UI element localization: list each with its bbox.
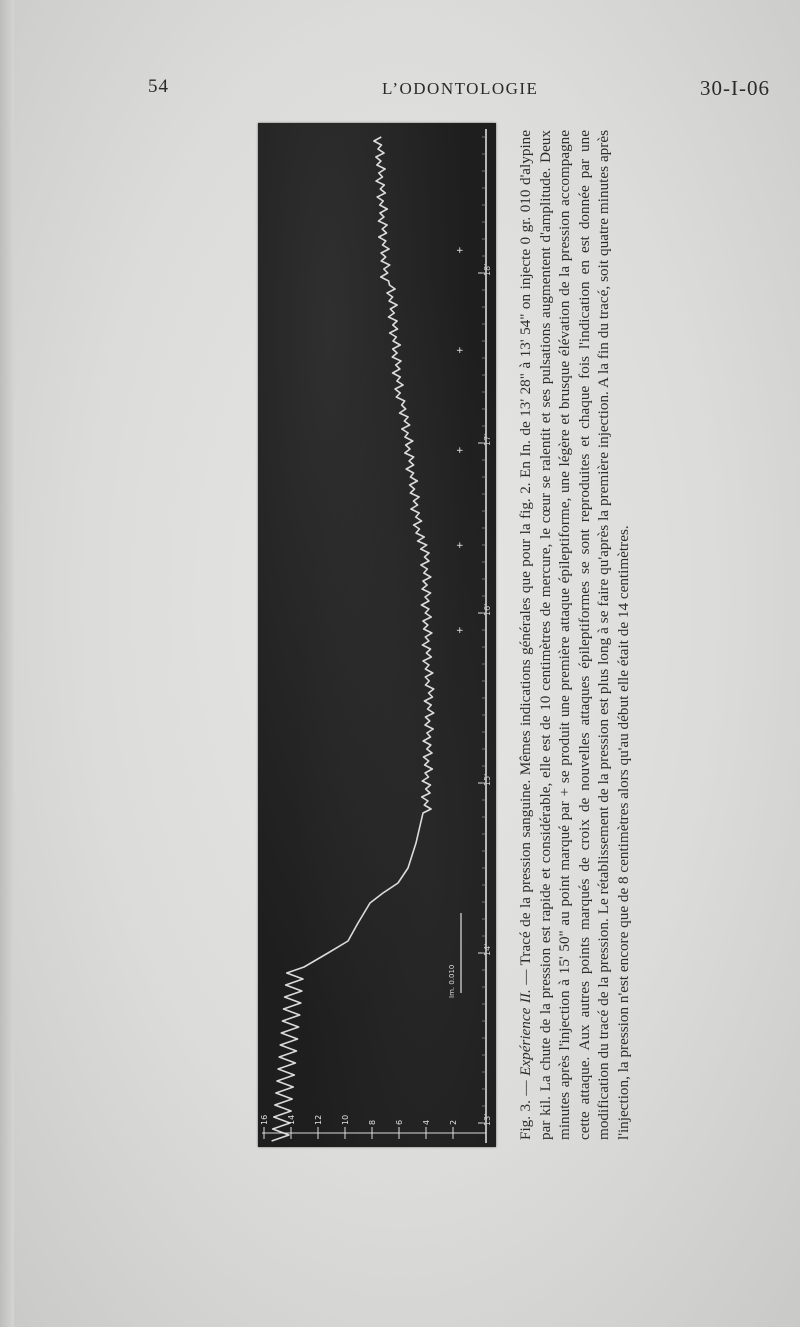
scale-tick-label: 4 <box>422 1119 431 1125</box>
time-tick-label: 15' <box>483 773 492 786</box>
injection-cross-icon: + <box>456 246 464 256</box>
scale-tick-label: 6 <box>395 1119 404 1125</box>
time-tick-label: 13' <box>483 1113 492 1126</box>
injection-cross-icon: + <box>456 346 464 356</box>
caption-label: Fig. 3. — <box>517 1075 534 1140</box>
time-tick-label: 18' <box>483 263 492 276</box>
caption-paragraph <box>516 130 634 1140</box>
time-tick-label: 17' <box>483 433 492 446</box>
scale-tick-label: 14 <box>287 1114 296 1125</box>
injection-cross-icon: + <box>456 446 464 456</box>
pressure-trace-line <box>272 137 434 1141</box>
scale-tick-label: 12 <box>314 1114 323 1125</box>
caption-experiment: Expérience II. <box>517 989 534 1076</box>
figure-caption <box>516 130 666 1140</box>
caption-text: — Tracé de la pression sanguine. Mêmes indications générales que pour la fig. 2. En In. de 13' 28" à 13' 54" on injecte 0 gr. 010 d'alypine par kil. La chute de la pression est rapide et considérable, elle est de 10 centimètres de mercure, le cœur se ralentit et ses pulsations augmentent d'amplitude. Deux minutes après l'injection à 15' 50" au point marqué par + se produit une première attaque épileptiforme, une légère et brusque élévation de la pression accompagne cette attaque. Aux autres points marqués de croix de nouvelles attaques épileptiformes se sont reproduites et chaque fois l'indication en est donnée par une modification du tracé de la pression. Le rétablissement de la pression est plus long à se faire qu'après la première injection. A la fin du tracé, soit quatre minutes après l'injection, la pression n'est encore que de 8 centimètres alors qu'au début elle était de 14 centimètres. <box>517 129 632 1140</box>
scale-bar-label: Im. 0.010 <box>448 964 456 998</box>
scale-tick-label: 10 <box>341 1114 350 1125</box>
injection-cross-icon: + <box>456 541 464 551</box>
page-spine-shadow <box>0 0 14 1327</box>
time-tick-label: 16' <box>483 603 492 616</box>
issue-date: 30-I-06 <box>700 76 770 100</box>
scale-tick-label: 16 <box>260 1114 269 1125</box>
running-title: L’ODONTOLOGIE <box>382 79 539 98</box>
injection-cross-icon: + <box>456 626 464 636</box>
time-tick-label: 14' <box>483 943 492 956</box>
scale-tick-label: 8 <box>368 1119 377 1125</box>
scale-tick-label: 2 <box>449 1119 458 1125</box>
trace-plot <box>258 123 496 1147</box>
blood-pressure-trace-figure <box>258 123 496 1147</box>
page-number: 54 <box>148 76 169 97</box>
